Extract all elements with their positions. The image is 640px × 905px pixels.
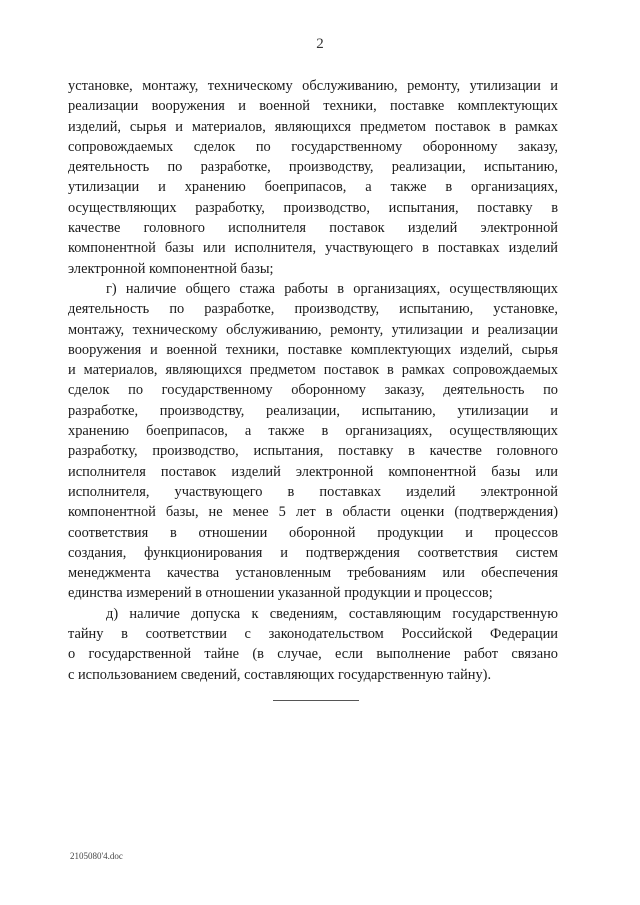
- text-line: деятельность по разработке, производству, реализации, испытанию,: [68, 159, 558, 176]
- text-line: качестве головного исполнителя поставок изделий электронной: [68, 220, 558, 237]
- text-line: электронной компонентной базы;: [68, 260, 274, 277]
- text-line: с использованием сведений, составляющих государственную тайну).: [68, 666, 492, 683]
- document-body: [68, 76, 558, 685]
- text-line: установке, монтажу, техническому обслуживанию, ремонту, утилизации и: [68, 78, 558, 94]
- page-number: 2: [316, 36, 324, 52]
- text-line: компонентной базы или исполнителя, участвующего в поставках изделий: [68, 240, 558, 257]
- text-line: исполнителя, участвующего в поставках изделий электронной: [68, 483, 558, 500]
- text-line: соответствия в отношении оборонной продукции и процессов: [68, 524, 558, 541]
- text-line: вооружения и военной техники, поставке комплектующих изделий, сырья: [68, 341, 558, 358]
- text-line: деятельность по разработке, производству, испытанию, установке,: [68, 301, 558, 318]
- paragraph-d: [68, 604, 558, 685]
- text-line: исполнителя поставок изделий электронной компонентной базы или: [68, 463, 558, 480]
- text-line: менеджмента качества установленным требованиям или обеспечения: [68, 565, 558, 582]
- text-line: тайну в соответствии с законодательством Российской Федерации: [68, 626, 558, 643]
- text-line: разработке, производству, реализации, испытанию, утилизации и: [68, 402, 558, 419]
- text-line: реализации вооружения и военной техники, поставке комплектующих: [68, 98, 558, 115]
- text-line: д) наличие допуска к сведениям, составляющим государственную: [106, 605, 558, 622]
- text-line: и материалов, являющихся предметом поставок в рамках сопровождаемых: [68, 362, 558, 379]
- text-line: разработку, производство, испытания, поставку в качестве головного: [68, 443, 558, 460]
- text-line: сделок по государственному оборонному заказу, деятельность по: [68, 382, 558, 399]
- text-line: сопровождаемых сделок по государственному оборонному заказу,: [68, 138, 558, 155]
- text-line: единства измерений в отношении указанной продукции и процессов;: [68, 585, 493, 602]
- text-line: о государственной тайне (в случае, если выполнение работ связано: [68, 646, 558, 663]
- text-line: осуществляющих разработку, производство, испытания, поставку в: [68, 199, 558, 216]
- text-line: создания, функционирования и подтверждения соответствия систем: [68, 544, 558, 561]
- text-line: монтажу, техническому обслуживанию, ремонту, утилизации и реализации: [68, 321, 558, 338]
- paragraph-continuation: [68, 76, 558, 279]
- text-line: г) наличие общего стажа работы в организациях, осуществляющих: [106, 280, 558, 297]
- text-line: изделий, сырья и материалов, являющихся предметом поставок в рамках: [68, 118, 558, 135]
- text-line: компонентной базы, не менее 5 лет в области оценки (подтверждения): [68, 504, 558, 521]
- paragraph-g: [68, 279, 558, 604]
- footer-file-code: 2105080'4.doc: [70, 851, 123, 861]
- text-line: утилизации и хранению боеприпасов, а также в организациях,: [68, 179, 558, 196]
- end-divider: [273, 700, 359, 701]
- text-line: хранению боеприпасов, а также в организациях, осуществляющих: [68, 423, 558, 440]
